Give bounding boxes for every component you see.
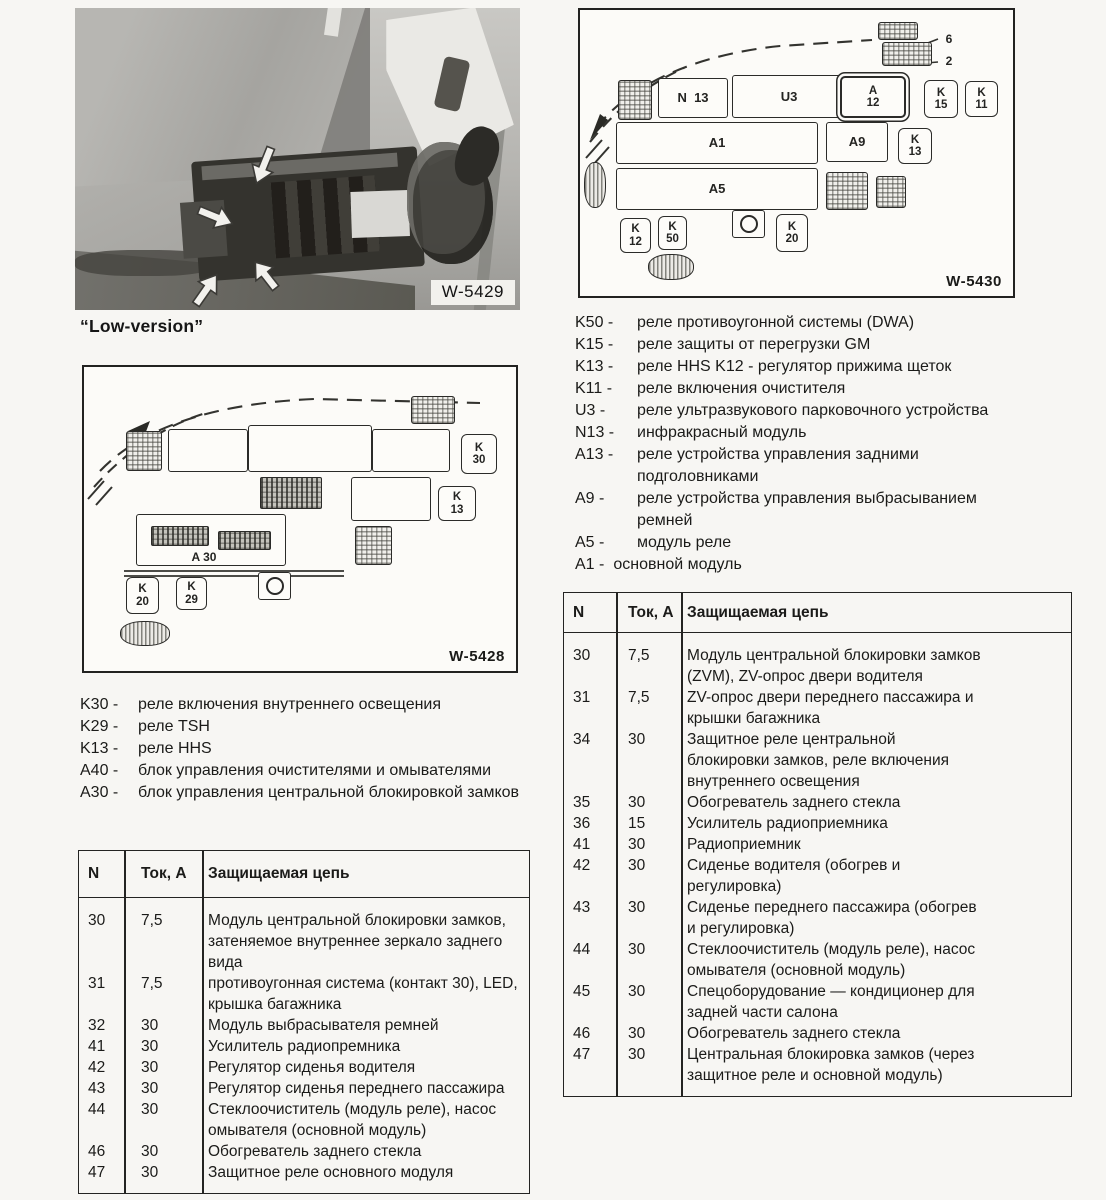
relay-k20: K 20 — [776, 214, 808, 252]
fuse-amps: 30 — [141, 1059, 159, 1076]
fuse-amps: 7,5 — [628, 689, 650, 706]
connector-top-icon — [411, 396, 455, 424]
connector-a40 — [260, 477, 322, 509]
hatch-ticks — [88, 481, 112, 505]
table-row — [564, 939, 1071, 981]
fuse-number: 43 — [573, 899, 591, 916]
relay-k12: K 12 — [620, 218, 651, 253]
fuse-circuit: Обогреватель заднего стекла — [208, 1143, 422, 1160]
legend-key: A30 - — [80, 784, 119, 801]
fuse-amps: 30 — [628, 983, 646, 1000]
fuse-circuit: Стеклоочиститель (модуль реле), насос омывателя (основной модуль) — [687, 941, 976, 979]
module-a5: A5 — [616, 168, 818, 210]
column-header-n: N — [573, 603, 585, 621]
legend-key: K50 - — [575, 314, 614, 331]
relay-u3: U3 — [732, 75, 846, 118]
fuse-circuit: Центральная блокировка замков (через защитное реле и основной модуль) — [687, 1046, 975, 1084]
connector-block-icon — [826, 172, 868, 210]
fuse-amps: 30 — [628, 836, 646, 853]
fuse-amps: 30 — [141, 1143, 159, 1160]
fuse-circuit: Защитное реле основного модуля — [208, 1164, 454, 1181]
connector-block-icon — [126, 431, 162, 471]
legend-description: реле HHS K12 - регулятор прижима щеток — [637, 358, 952, 375]
legend-key: K13 - — [575, 358, 614, 375]
fuse-circuit: Регулятор сиденья водителя — [208, 1059, 416, 1076]
fuse-circuit: Сиденье водителя (обогрев и регулировка) — [687, 857, 901, 895]
legend-item — [575, 422, 1040, 444]
fuse-amps: 30 — [141, 1017, 159, 1034]
column-header-amps: Ток, А — [141, 865, 187, 882]
relay-k15: K 15 — [924, 80, 958, 118]
table-row — [564, 645, 1071, 687]
legend-description: реле TSH — [138, 718, 210, 735]
legend-item — [80, 782, 535, 804]
legend-key: K15 - — [575, 336, 614, 353]
relay-k13: K 13 — [438, 486, 476, 521]
fuse-circuit: Обогреватель заднего стекла — [687, 794, 901, 811]
table-column-divider — [616, 593, 618, 1096]
table-row — [79, 1015, 529, 1036]
fuse-amps: 30 — [628, 794, 646, 811]
connector-top-icon — [878, 22, 918, 40]
table-row — [79, 1057, 529, 1078]
fuse-circuit: Защитное реле центральной блокировки замков, реле включения внутреннего освещения — [687, 731, 950, 790]
relay-legend-high — [575, 312, 1040, 576]
fuse-number: 30 — [573, 647, 591, 664]
relay-k13: K 13 — [898, 128, 932, 164]
connector-round-icon — [584, 162, 606, 208]
fuse-amps: 30 — [141, 1080, 159, 1097]
fuse-circuit: Усилитель радиопремника — [208, 1038, 401, 1055]
table-header-row — [564, 593, 1071, 633]
column-header-amps: Ток, А — [628, 603, 674, 621]
relay-box-diagram-low — [82, 365, 518, 673]
fuse-amps: 30 — [628, 941, 646, 958]
table-row — [564, 792, 1071, 813]
legend-item — [575, 488, 1040, 532]
table-row — [79, 910, 529, 973]
legend-key: K30 - — [80, 696, 119, 713]
legend-description: реле ультразвукового парковочного устройства — [637, 402, 989, 419]
fuse-number: 45 — [573, 983, 591, 1000]
fuse-number: 32 — [88, 1017, 106, 1034]
fuse-amps: 7,5 — [628, 647, 650, 664]
legend-key: K29 - — [80, 718, 119, 735]
module-box — [372, 429, 450, 472]
fuse-number: 46 — [88, 1143, 106, 1160]
legend-description: реле защиты от перегрузки GM — [637, 336, 871, 353]
fuse-number: 42 — [573, 857, 591, 874]
connector-block-icon — [618, 80, 652, 120]
legend-description: блок управления очистителями и омывателями — [138, 762, 492, 779]
fuse-number: 43 — [88, 1080, 106, 1097]
fuse-circuit: Модуль центральной блокировки замков (ZVM), ZV-опрос двери водителя — [687, 647, 981, 685]
fuse-amps: 30 — [628, 731, 646, 748]
fuse-number: 31 — [88, 975, 106, 992]
legend-item — [575, 334, 1040, 356]
module-box — [168, 429, 248, 472]
connector-block-icon — [151, 526, 209, 546]
legend-item — [80, 716, 535, 738]
column-header-n: N — [88, 865, 100, 882]
table-row — [564, 834, 1071, 855]
module-n13: N 13 — [658, 78, 728, 118]
fuse-circuit: Регулятор сиденья переднего пассажира — [208, 1080, 505, 1097]
fuse-amps: 30 — [628, 1025, 646, 1042]
fuse-number: 46 — [573, 1025, 591, 1042]
fuse-number: 41 — [88, 1038, 106, 1055]
legend-key: A13 - — [575, 446, 614, 463]
module-box — [351, 477, 431, 521]
fuse-amps: 7,5 — [141, 912, 163, 929]
table-row — [564, 855, 1071, 897]
table-row — [79, 1078, 529, 1099]
table-row — [79, 1162, 529, 1183]
legend-description: реле устройства управления выбрасыванием ремней — [637, 490, 977, 529]
legend-key: A9 - — [575, 490, 605, 507]
fuse-number: 47 — [88, 1164, 106, 1181]
arrow-icon — [246, 144, 281, 187]
arrow-icon — [195, 200, 237, 234]
fuse-number: 41 — [573, 836, 591, 853]
pointer-arrows — [75, 8, 520, 310]
legend-description: реле устройства управления задними подголовниками — [637, 446, 919, 485]
legend-key: U3 - — [575, 402, 606, 419]
legend-key: A40 - — [80, 762, 119, 779]
table-column-divider — [202, 851, 204, 1193]
callout-2: 2 — [945, 53, 953, 68]
fuse-number: 36 — [573, 815, 591, 832]
fuse-amps: 30 — [628, 857, 646, 874]
fuse-circuit: Сиденье переднего пассажира (обогрев и регулировка) — [687, 899, 977, 937]
table-body — [564, 633, 1071, 1086]
table-header-row — [79, 851, 529, 898]
legend-item — [575, 400, 1040, 422]
module-a1: A1 — [616, 122, 818, 164]
legend-key: N13 - — [575, 424, 615, 441]
legend-item — [575, 532, 1040, 554]
fuse-number: 44 — [573, 941, 591, 958]
legend-item — [575, 444, 1040, 488]
relay-k50: K 50 — [658, 216, 687, 250]
callout-6: 6 — [945, 31, 953, 46]
table-row — [79, 1141, 529, 1162]
fuse-number: 44 — [88, 1101, 106, 1118]
legend-description: модуль реле — [637, 534, 732, 551]
fuse-amps: 30 — [141, 1038, 159, 1055]
legend-description: реле включения внутреннего освещения — [138, 696, 442, 713]
table-body — [79, 898, 529, 1183]
photo-caption: “Low-version” — [80, 316, 204, 336]
mount-bolt-icon — [258, 572, 291, 600]
table-row — [79, 973, 529, 1015]
fuse-circuit: ZV-опрос двери переднего пассажира и крышки багажника — [687, 689, 974, 727]
relay-legend-low — [80, 694, 535, 804]
fuse-number: 30 — [88, 912, 106, 929]
fuse-number: 47 — [573, 1046, 591, 1063]
fuse-table-high — [563, 592, 1072, 1097]
legend-description: реле HHS — [138, 740, 212, 757]
fuse-circuit: Модуль выбрасывателя ремней — [208, 1017, 439, 1034]
figure-number: W-5430 — [946, 273, 1002, 290]
column-header-circuit: Защищаемая цепь — [687, 603, 829, 621]
legend-key: K11 - — [575, 380, 613, 397]
legend-key: K13 - — [80, 740, 119, 757]
connector-block-icon — [876, 176, 906, 208]
engine-bay-photo — [75, 8, 520, 310]
fuse-table-low — [78, 850, 530, 1194]
table-row — [564, 813, 1071, 834]
table-row — [564, 729, 1071, 792]
relay-k30: K 30 — [461, 434, 497, 474]
legend-description: блок управления центральной блокировкой замков — [138, 784, 520, 801]
table-row — [564, 1023, 1071, 1044]
mount-bolt-icon — [732, 210, 765, 238]
legend-item — [575, 554, 1040, 576]
legend-item — [80, 760, 535, 782]
table-row — [564, 981, 1071, 1023]
legend-description: инфракрасный модуль — [637, 424, 807, 441]
column-header-circuit: Защищаемая цепь — [208, 865, 350, 882]
fuse-amps: 30 — [141, 1164, 159, 1181]
relay-k29: K 29 — [176, 577, 207, 610]
table-column-divider — [124, 851, 126, 1193]
fuse-circuit: Радиоприемник — [687, 836, 801, 853]
relay-a12: A 12 — [840, 76, 906, 118]
module-box — [248, 425, 372, 472]
legend-item — [80, 738, 535, 760]
fuse-amps: 15 — [628, 815, 646, 832]
fuse-number: 35 — [573, 794, 591, 811]
figure-number: W-5429 — [431, 280, 515, 305]
module-a9: A9 — [826, 122, 888, 162]
arrow-icon — [247, 255, 285, 295]
relay-box-diagram-high — [578, 8, 1015, 298]
label-a30: A 30 — [191, 549, 217, 564]
relay-k11: K 11 — [965, 81, 998, 117]
legend-item — [80, 694, 535, 716]
legend-item — [575, 312, 1040, 334]
fuse-number: 31 — [573, 689, 591, 706]
table-column-divider — [681, 593, 683, 1096]
fuse-amps: 30 — [628, 899, 646, 916]
fuse-circuit: Усилитель радиоприемника — [687, 815, 888, 832]
connector-round-icon — [648, 254, 694, 280]
mount-rail-lines — [124, 571, 344, 576]
fuse-amps: 30 — [628, 1046, 646, 1063]
fuse-circuit: Модуль центральной блокировки замков, затеняемое внутреннее зеркало заднего вида — [208, 912, 506, 971]
relay-k20: K 20 — [126, 577, 159, 614]
connector-block-icon — [355, 526, 392, 565]
table-row — [564, 1044, 1071, 1086]
fuse-amps: 7,5 — [141, 975, 163, 992]
legend-item — [575, 356, 1040, 378]
fuse-number: 42 — [88, 1059, 106, 1076]
legend-description: реле противоугонной системы (DWA) — [637, 314, 915, 331]
table-row — [79, 1099, 529, 1141]
fuse-circuit: Спецоборудование — кондиционер для задней части салона — [687, 983, 975, 1021]
table-row — [79, 1036, 529, 1057]
table-row — [564, 687, 1071, 729]
connector-block-icon — [218, 531, 271, 550]
connector-top-icon — [882, 42, 932, 66]
legend-key: A5 - — [575, 534, 605, 551]
fuse-circuit: противоугонная система (контакт 30), LED, крышка багажника — [208, 975, 518, 1013]
fuse-number: 34 — [573, 731, 591, 748]
legend-key: A1 - — [575, 556, 605, 573]
legend-description: реле включения очистителя — [637, 380, 846, 397]
table-row — [564, 897, 1071, 939]
legend-item — [575, 378, 1040, 400]
legend-description: основной модуль — [613, 556, 742, 573]
fuse-circuit: Обогреватель заднего стекла — [687, 1025, 901, 1042]
connector-round-icon — [120, 621, 170, 646]
fuse-circuit: Стеклоочиститель (модуль реле), насос омывателя (основной модуль) — [208, 1101, 497, 1139]
fuse-amps: 30 — [141, 1101, 159, 1118]
arrow-icon — [187, 269, 226, 310]
figure-number: W-5428 — [449, 648, 505, 665]
